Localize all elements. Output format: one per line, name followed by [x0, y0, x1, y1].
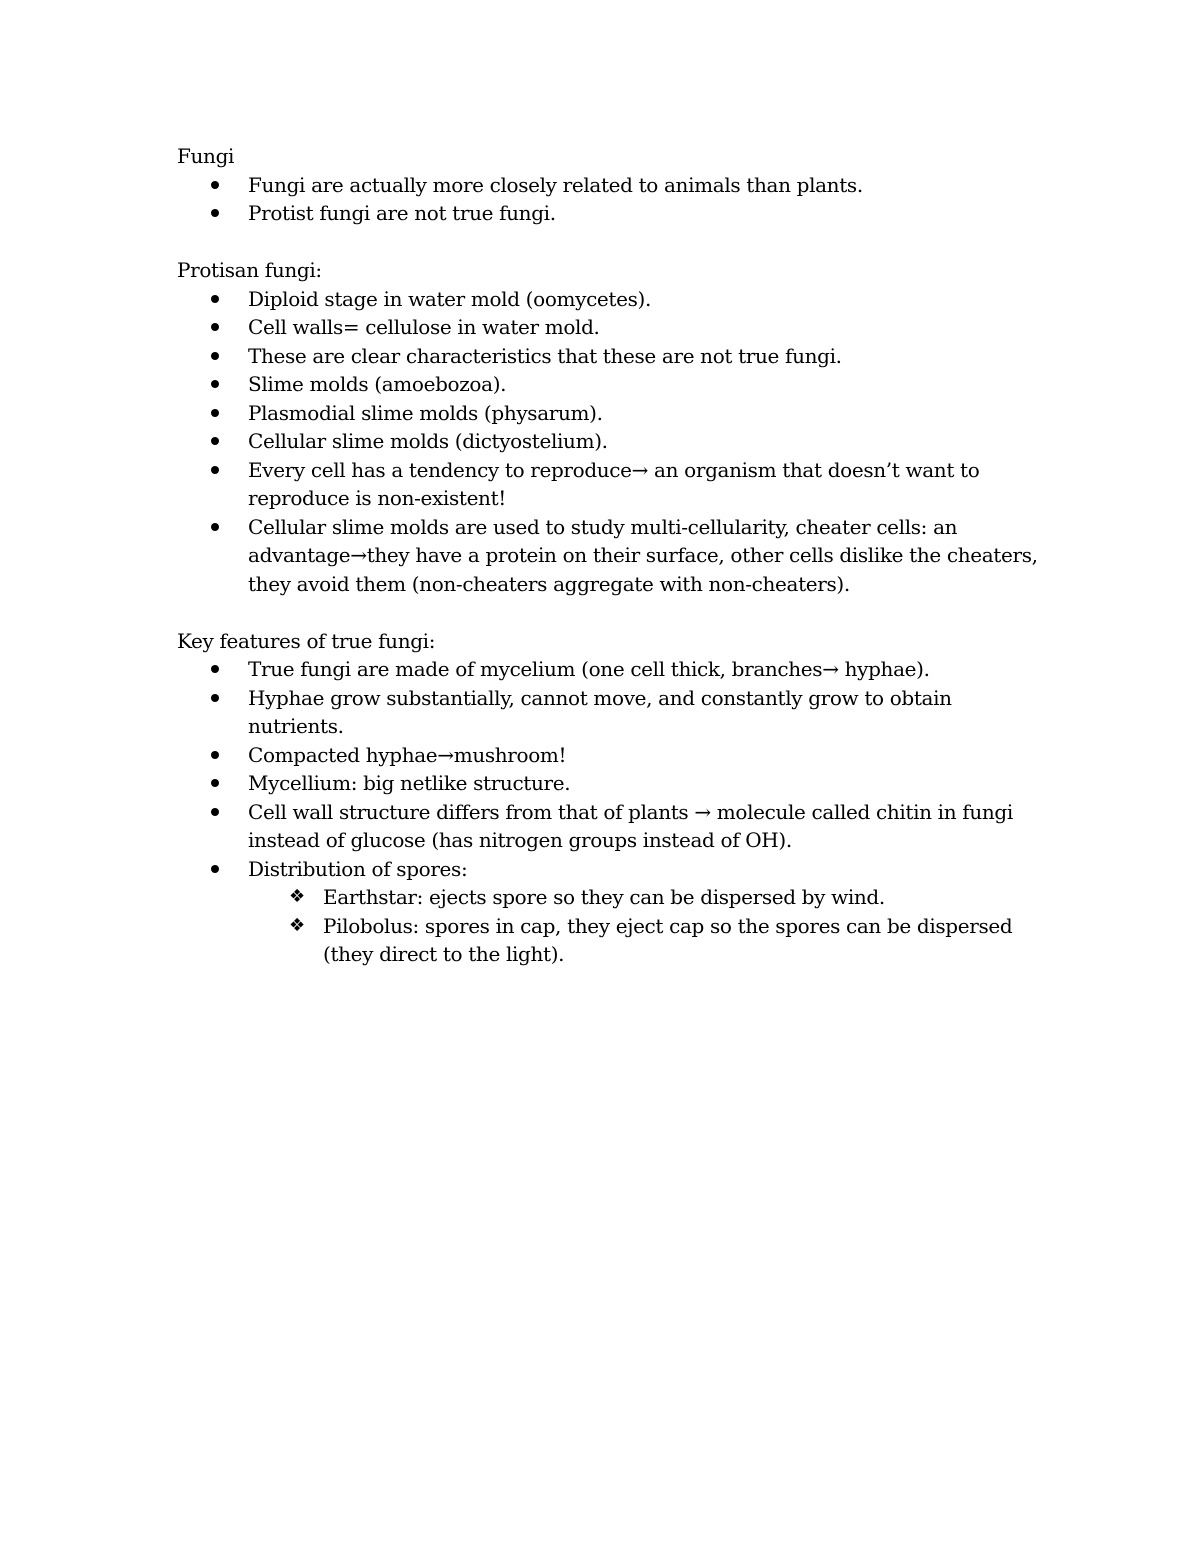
- sub-list-item-text: Pilobolus: spores in cap, they eject cap so the spores can be dispersed (they direct to the light).: [323, 913, 1013, 966]
- list-item: [177, 199, 1047, 228]
- list-item: [177, 427, 1047, 456]
- list-item: [177, 285, 1047, 314]
- section-spacer: [177, 598, 1047, 627]
- four-diamond-icon: ❖: [289, 886, 305, 907]
- list-item: [177, 342, 1047, 371]
- list-item: [177, 684, 1047, 741]
- bullet-icon: [211, 865, 219, 873]
- bullet-icon: [211, 779, 219, 787]
- four-diamond-icon: ❖: [289, 914, 305, 936]
- bullet-list: [177, 171, 1047, 228]
- sub-list-item-text: Earthstar: ejects spore so they can be dispersed by wind.: [323, 885, 885, 909]
- bullet-icon: [211, 352, 219, 360]
- list-item-text: Hyphae grow substantially, cannot move, and constantly grow to obtain nutrients.: [248, 685, 952, 738]
- list-item-text: Compacted hyphae→mushroom!: [248, 742, 567, 767]
- bullet-icon: [211, 209, 219, 217]
- list-item: [177, 399, 1047, 428]
- bullet-list: [177, 285, 1047, 599]
- list-item-text: True fungi are made of mycelium (one cell thick, branches→ hyphae).: [248, 657, 930, 681]
- list-item-text: Cell wall structure differs from that of plants → molecule called chitin in fungi instead of glucose (has nitrogen groups instead of OH).: [248, 799, 1013, 852]
- sub-bullet-list: [177, 883, 1047, 969]
- list-item-text: Cell walls= cellulose in water mold.: [248, 315, 600, 339]
- list-item-text: Cellular slime molds are used to study multi-cellularity, cheater cells: an advantage→they have a protein on their surface, other cells dislike the cheaters, they avoid them (non-cheaters aggregate with non-cheaters).: [248, 514, 1038, 596]
- list-item: [177, 741, 1047, 770]
- bullet-icon: [211, 751, 219, 759]
- list-item-text: Slime molds (amoebozoa).: [248, 372, 507, 396]
- list-item-text: Plasmodial slime molds (physarum).: [248, 400, 603, 425]
- bullet-icon: [211, 295, 219, 303]
- section-protisan-fungi: [177, 256, 1047, 598]
- list-item: [177, 370, 1047, 399]
- notes-content: [177, 142, 1047, 969]
- bullet-icon: [211, 808, 219, 816]
- list-item-text: Fungi are actually more closely related to animals than plants.: [248, 172, 863, 197]
- sub-list-item: [177, 912, 1047, 969]
- section-heading: Protisan fungi:: [177, 258, 322, 282]
- bullet-icon: [211, 466, 219, 474]
- section-heading: Key features of true fungi:: [177, 628, 436, 653]
- bullet-icon: [211, 181, 219, 189]
- list-item-text: Protist fungi are not true fungi.: [248, 201, 556, 225]
- list-item: [177, 655, 1047, 684]
- list-item: [177, 855, 1047, 884]
- section-spacer: [177, 228, 1047, 257]
- section-heading: Fungi: [177, 144, 235, 168]
- bullet-icon: [211, 323, 219, 331]
- list-item: [177, 456, 1047, 513]
- section-key-features: [177, 627, 1047, 969]
- bullet-list: [177, 655, 1047, 883]
- list-item: [177, 513, 1047, 599]
- bullet-icon: [211, 694, 219, 702]
- bullet-icon: [211, 380, 219, 388]
- list-item-text: Every cell has a tendency to reproduce→ an organism that doesn’t want to reproduce is non-existent!: [248, 457, 980, 510]
- list-item-text: Mycellium: big netlike structure.: [248, 771, 571, 795]
- list-item-text: These are clear characteristics that these are not true fungi.: [248, 343, 842, 368]
- list-item: [177, 798, 1047, 855]
- bullet-icon: [211, 409, 219, 417]
- list-item-text: Distribution of spores:: [248, 856, 468, 881]
- list-item: [177, 313, 1047, 342]
- list-item-text: Diploid stage in water mold (oomycetes).: [248, 286, 651, 311]
- list-item: [177, 769, 1047, 798]
- bullet-icon: [211, 523, 219, 531]
- list-item-text: Cellular slime molds (dictyostelium).: [248, 429, 608, 453]
- bullet-icon: [211, 665, 219, 673]
- list-item: [177, 171, 1047, 200]
- sub-list-item: [177, 883, 1047, 912]
- section-fungi: [177, 142, 1047, 228]
- bullet-icon: [211, 437, 219, 445]
